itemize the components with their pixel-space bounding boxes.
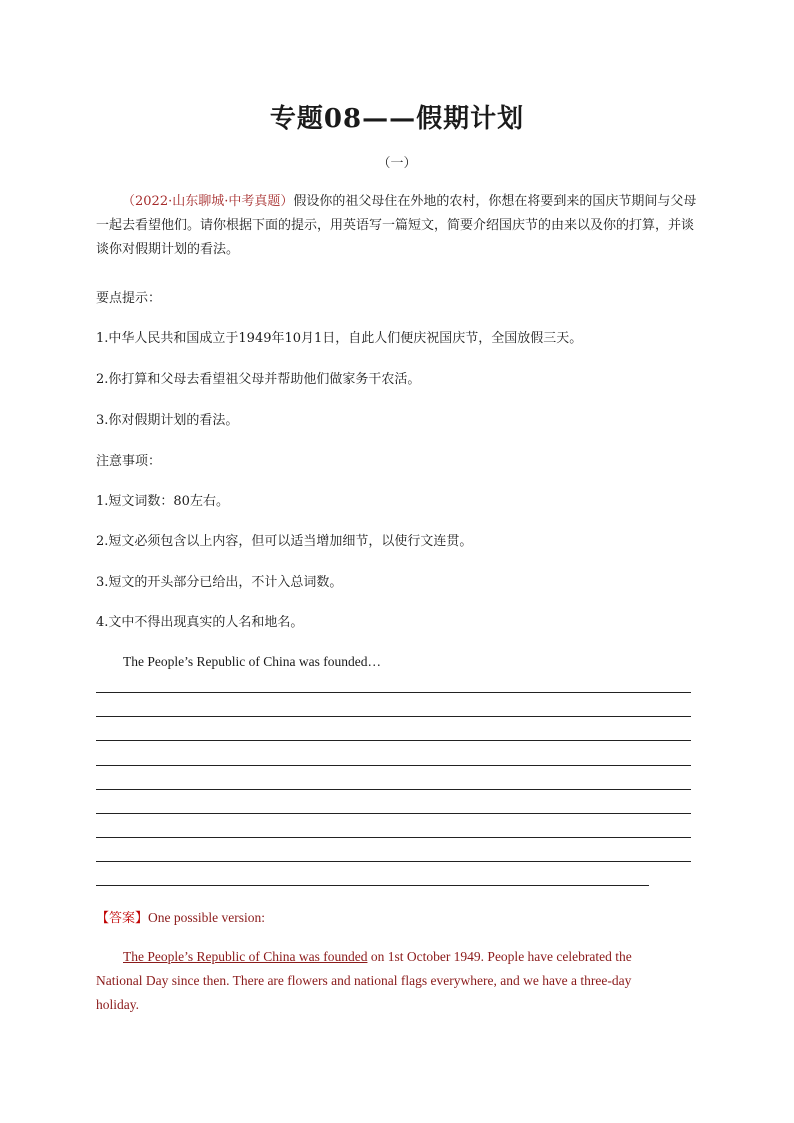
writing-line <box>96 692 691 693</box>
answer-underlined-start: The People’s Republic of China was founded <box>123 949 368 964</box>
answer-intro: One possible version: <box>148 910 266 925</box>
writing-line <box>96 740 691 741</box>
writing-line <box>96 716 691 717</box>
question-paragraph <box>96 190 700 262</box>
point-item-3: 3.你对假期计划的看法。 <box>96 413 239 428</box>
question-text: 假设你的祖父母住在外地的农村，你想在将要到来的国庆节期间与父母一起去看望他们。请你根据下面的提示，用英语写一篇短文，简要介绍国庆节的由来以及你的打算，并谈谈你对假期计划的看法。 <box>96 194 697 257</box>
answer-body: on 1st October 1949. People have celebrated the National Day since then. There are flowers and national flags everywhere, and we have a three-day holiday. <box>96 949 632 1012</box>
note-item-2: 2.短文必须包含以上内容，但可以适当增加细节，以使行文连贯。 <box>96 534 473 549</box>
point-item-2: 2.你打算和父母去看望祖父母并帮助他们做家务干农活。 <box>96 372 421 387</box>
answer-paragraph <box>96 945 656 1017</box>
writing-line <box>96 765 691 766</box>
writing-line <box>96 885 649 886</box>
points-heading: 要点提示： <box>96 291 162 306</box>
writing-line <box>96 789 691 790</box>
question-source: （2022·山东聊城·中考真题） <box>122 194 294 209</box>
note-item-3: 3.短文的开头部分已给出，不计入总词数。 <box>96 575 343 590</box>
section-number: （一） <box>377 156 417 171</box>
writing-line <box>96 837 691 838</box>
notes-heading: 注意事项： <box>96 454 162 469</box>
page-title: 专题08——假期计划 <box>269 104 525 134</box>
answer-heading <box>96 906 700 931</box>
point-item-1: 1.中华人民共和国成立于1949年10月1日，自此人们便庆祝国庆节，全国放假三天。 <box>96 331 583 346</box>
note-item-4: 4.文中不得出现真实的人名和地名。 <box>96 615 304 630</box>
answer-tag: 【答案】 <box>96 911 149 926</box>
note-item-1: 1.短文词数：80左右。 <box>96 494 229 509</box>
essay-starter: The People’s Republic of China was founded… <box>123 654 381 669</box>
writing-line <box>96 861 691 862</box>
writing-line <box>96 813 691 814</box>
